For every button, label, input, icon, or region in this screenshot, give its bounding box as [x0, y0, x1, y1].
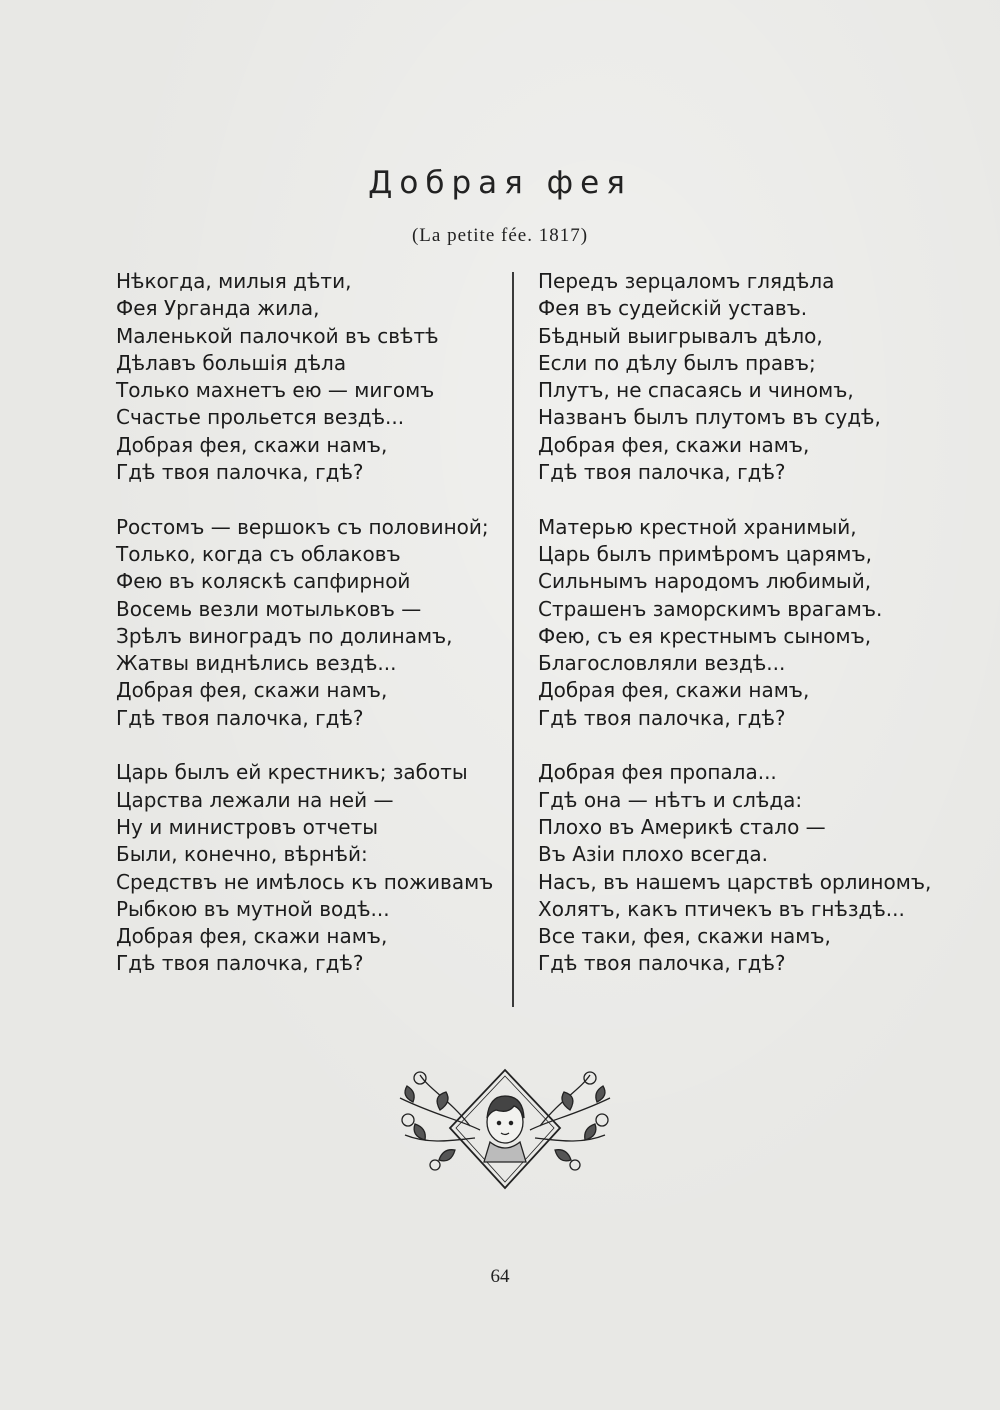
- poem-line: Въ Азіи плохо всегда.: [538, 842, 768, 867]
- poem-line: Насъ, въ нашемъ царствѣ орлиномъ,: [538, 869, 932, 894]
- poem-line: Фея въ судейскій уставъ.: [538, 296, 808, 321]
- stanza: [116, 268, 496, 486]
- poem-line: Все таки, фея, скажи намъ,: [538, 924, 831, 949]
- poem-line: Жатвы виднѣлись вездѣ...: [116, 651, 397, 676]
- poem-line: Добрая фея, скажи намъ,: [116, 924, 388, 949]
- poem-line: Плохо въ Америкѣ стало —: [538, 814, 826, 839]
- poem-line: Рыбкою въ мутной водѣ...: [116, 896, 390, 921]
- poem-line: Названъ былъ плутомъ въ судѣ,: [538, 405, 881, 430]
- poem-line: Холятъ, какъ птичекъ въ гнѣздѣ...: [538, 896, 905, 921]
- stanza: [538, 514, 958, 732]
- poem-line: Ну и министровъ отчеты: [116, 814, 379, 839]
- poem-line: Ростомъ — вершокъ съ половиной;: [116, 514, 489, 539]
- poem-line: Царства лежали на ней —: [116, 787, 394, 812]
- poem-line: Зрѣлъ виноградъ по долинамъ,: [116, 623, 453, 648]
- poem-line: Добрая фея, скажи намъ,: [538, 678, 810, 703]
- poem-line: Передъ зерцаломъ глядѣла: [538, 269, 835, 293]
- poem-line: Дѣлавъ большія дѣла: [116, 350, 347, 375]
- poem-line: Страшенъ заморскимъ врагамъ.: [538, 596, 883, 621]
- poem-line: Гдѣ твоя палочка, гдѣ?: [116, 951, 364, 976]
- poem-line: Сильнымъ народомъ любимый,: [538, 569, 872, 594]
- poem-line: Добрая фея пропала...: [538, 760, 777, 785]
- left-column: [116, 268, 496, 978]
- poem-line: Гдѣ твоя палочка, гдѣ?: [116, 460, 364, 485]
- poem-subtitle: (La petite fée. 1817): [411, 225, 589, 246]
- stanza: [538, 268, 958, 486]
- poem-line: Были, конечно, вѣрнѣй:: [116, 842, 368, 867]
- stanza: [538, 759, 958, 977]
- poem-line: Нѣкогда, милыя дѣти,: [116, 269, 352, 293]
- poem-line: Маленькой палочкой въ свѣтѣ: [116, 323, 439, 348]
- poem-line: Если по дѣлу былъ правъ;: [538, 350, 816, 375]
- right-column: [538, 268, 958, 978]
- poem-line: Фею въ коляскѣ сапфирной: [116, 569, 411, 594]
- poem-line: Добрая фея, скажи намъ,: [538, 432, 810, 457]
- stanza: [116, 514, 496, 732]
- poem-line: Средствъ не имѣлось къ поживамъ: [116, 869, 494, 894]
- poem-line: Гдѣ твоя палочка, гдѣ?: [538, 705, 786, 730]
- poem-line: Гдѣ твоя палочка, гдѣ?: [116, 705, 364, 730]
- poem-line: Гдѣ она — нѣтъ и слѣда:: [538, 787, 803, 812]
- poem-line: Матерью крестной хранимый,: [538, 514, 857, 539]
- poem-line: Только махнетъ ею — мигомъ: [116, 378, 435, 403]
- poem-title: Добрая фея: [368, 165, 632, 201]
- poem-line: Только, когда съ облаковъ: [116, 541, 401, 566]
- poem-line: Царь былъ примѣромъ царямъ,: [538, 541, 872, 566]
- poem-line: Восемь везли мотыльковъ —: [116, 596, 422, 621]
- poem-line: Бѣдный выигрывалъ дѣло,: [538, 323, 823, 348]
- page-number: 64: [490, 1266, 510, 1287]
- column-divider: [512, 272, 514, 1007]
- poem-line: Фея Урганда жила,: [116, 296, 320, 321]
- stanza: [116, 759, 496, 977]
- floral-vignette-icon: [380, 1060, 630, 1195]
- poem-line: Гдѣ твоя палочка, гдѣ?: [538, 460, 786, 485]
- poem-line: Плутъ, не спасаясь и чиномъ,: [538, 378, 854, 403]
- poem-line: Добрая фея, скажи намъ,: [116, 432, 388, 457]
- poem-line: Фею, съ ея крестнымъ сыномъ,: [538, 623, 872, 648]
- poem-line: Благословляли вездѣ...: [538, 651, 786, 676]
- poem-line: Счастье прольется вездѣ...: [116, 405, 405, 430]
- poem-line: Гдѣ твоя палочка, гдѣ?: [538, 951, 786, 976]
- poem-line: Царь былъ ей крестникъ; заботы: [116, 760, 468, 785]
- poem-line: Добрая фея, скажи намъ,: [116, 678, 388, 703]
